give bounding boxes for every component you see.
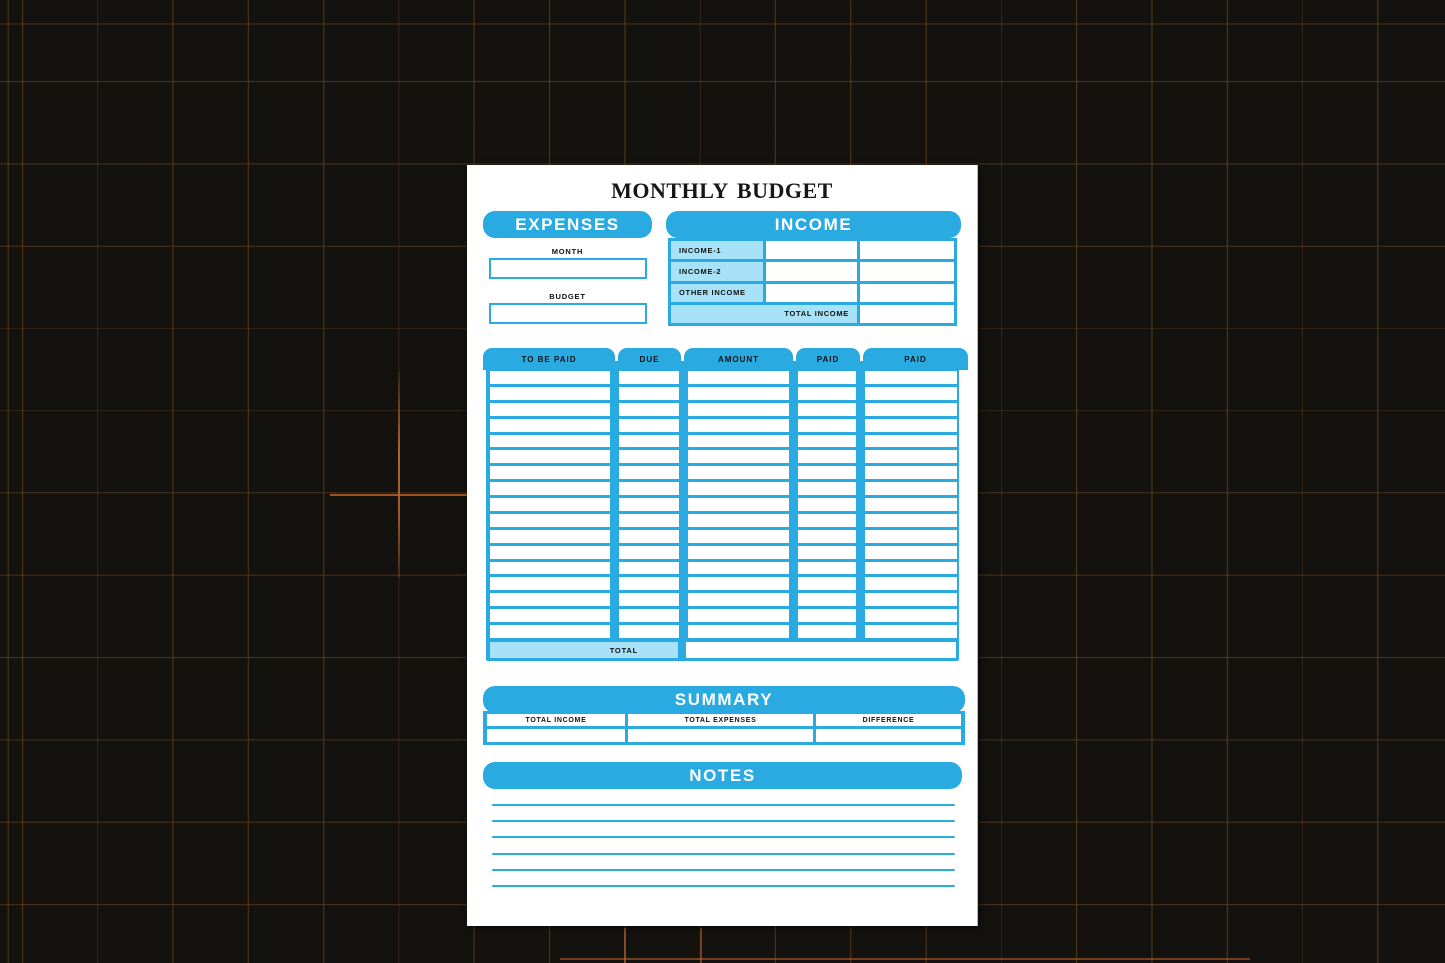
expense-cell[interactable] xyxy=(490,562,610,575)
expense-cell[interactable] xyxy=(798,403,856,416)
income-row-label: OTHER INCOME xyxy=(671,284,763,302)
expense-cell[interactable] xyxy=(688,546,789,559)
expense-cell[interactable] xyxy=(688,482,789,495)
month-input[interactable] xyxy=(489,258,647,279)
grid-accent-line xyxy=(398,372,400,578)
income-row-label: INCOME-1 xyxy=(671,241,763,259)
expense-cell[interactable] xyxy=(490,498,610,511)
expense-cell[interactable] xyxy=(798,625,856,638)
expense-cell[interactable] xyxy=(688,625,789,638)
expense-cell[interactable] xyxy=(619,530,679,543)
expense-cell[interactable] xyxy=(619,625,679,638)
expense-cell[interactable] xyxy=(490,403,610,416)
budget-sheet xyxy=(467,165,978,926)
expense-cell[interactable] xyxy=(865,482,957,495)
grid-accent-line xyxy=(700,928,702,963)
expense-cell[interactable] xyxy=(490,530,610,543)
income-value-cell[interactable] xyxy=(766,241,857,259)
summary-column-header: DIFFERENCE xyxy=(816,714,961,726)
income-total-label: TOTAL INCOME xyxy=(671,305,857,323)
expense-cell[interactable] xyxy=(688,466,789,479)
expense-cell[interactable] xyxy=(619,450,679,463)
expense-cell[interactable] xyxy=(688,530,789,543)
expense-cell[interactable] xyxy=(619,577,679,590)
expense-table-body xyxy=(486,361,959,661)
expense-column-header: PAID xyxy=(796,348,860,370)
expense-cell[interactable] xyxy=(619,514,679,527)
expense-column-header: DUE xyxy=(618,348,681,370)
expense-cell[interactable] xyxy=(619,403,679,416)
expense-cell[interactable] xyxy=(688,577,789,590)
expense-cell[interactable] xyxy=(865,435,957,448)
expense-cell[interactable] xyxy=(798,371,856,384)
expense-cell[interactable] xyxy=(490,514,610,527)
expense-cell[interactable] xyxy=(865,514,957,527)
expense-cell[interactable] xyxy=(688,609,789,622)
expense-cell[interactable] xyxy=(865,625,957,638)
expense-cell[interactable] xyxy=(619,562,679,575)
summary-column-header: TOTAL EXPENSES xyxy=(628,714,813,726)
summary-value-cell[interactable] xyxy=(487,729,625,742)
expense-total-label: TOTAL xyxy=(490,642,678,658)
income-row-label: INCOME-2 xyxy=(671,262,763,280)
expense-cell[interactable] xyxy=(865,450,957,463)
expense-cell[interactable] xyxy=(490,435,610,448)
expense-cell[interactable] xyxy=(490,419,610,432)
income-table xyxy=(668,238,957,326)
expense-cell[interactable] xyxy=(798,514,856,527)
expense-cell[interactable] xyxy=(490,609,610,622)
summary-value-cell[interactable] xyxy=(816,729,961,742)
expense-cell[interactable] xyxy=(798,562,856,575)
expense-cell[interactable] xyxy=(490,625,610,638)
summary-column-header: TOTAL INCOME xyxy=(487,714,625,726)
expense-cell[interactable] xyxy=(619,482,679,495)
month-label: MONTH xyxy=(551,247,584,256)
expense-cell[interactable] xyxy=(688,387,789,400)
expense-cell[interactable] xyxy=(619,609,679,622)
expense-cell[interactable] xyxy=(688,371,789,384)
notes-ruled-line xyxy=(492,885,955,887)
expense-cell[interactable] xyxy=(798,577,856,590)
notes-ruled-line xyxy=(492,869,955,871)
expense-cell[interactable] xyxy=(865,530,957,543)
budget-label: BUDGET xyxy=(549,292,586,301)
expense-cell[interactable] xyxy=(865,593,957,606)
expense-cell[interactable] xyxy=(619,419,679,432)
expense-cell[interactable] xyxy=(490,577,610,590)
income-value-cell[interactable] xyxy=(766,284,857,302)
expense-cell[interactable] xyxy=(688,593,789,606)
expense-cell[interactable] xyxy=(798,593,856,606)
expense-cell[interactable] xyxy=(490,371,610,384)
expense-column-header: TO BE PAID xyxy=(483,348,615,370)
expense-cell[interactable] xyxy=(865,371,957,384)
expense-cell[interactable] xyxy=(798,387,856,400)
expense-column-header: AMOUNT xyxy=(684,348,793,370)
expense-cell[interactable] xyxy=(798,419,856,432)
expense-cell[interactable] xyxy=(619,466,679,479)
expense-cell[interactable] xyxy=(490,466,610,479)
expense-cell[interactable] xyxy=(798,435,856,448)
income-value-cell[interactable] xyxy=(766,262,857,280)
summary-table xyxy=(483,711,965,745)
expense-cell[interactable] xyxy=(619,593,679,606)
expense-cell[interactable] xyxy=(798,450,856,463)
notes-ruled-line xyxy=(492,804,955,806)
page-title: MONTHLY BUDGET xyxy=(611,178,833,203)
expense-cell[interactable] xyxy=(490,450,610,463)
expense-cell[interactable] xyxy=(798,482,856,495)
expenses-header: EXPENSES xyxy=(483,211,652,238)
expense-cell[interactable] xyxy=(688,435,789,448)
expense-cell[interactable] xyxy=(865,546,957,559)
expense-total-cell[interactable] xyxy=(686,642,956,658)
expense-cell[interactable] xyxy=(865,562,957,575)
expense-cell[interactable] xyxy=(619,498,679,511)
grid-accent-line xyxy=(624,928,626,963)
expense-cell[interactable] xyxy=(798,498,856,511)
expense-cell[interactable] xyxy=(865,609,957,622)
expense-cell[interactable] xyxy=(865,419,957,432)
expense-cell[interactable] xyxy=(490,482,610,495)
expense-cell[interactable] xyxy=(798,530,856,543)
notes-header: NOTES xyxy=(483,762,962,789)
income-value-cell[interactable] xyxy=(860,284,954,302)
expense-cell[interactable] xyxy=(865,498,957,511)
notes-ruled-line xyxy=(492,853,955,855)
expense-cell[interactable] xyxy=(688,562,789,575)
expense-cell[interactable] xyxy=(688,403,789,416)
expense-cell[interactable] xyxy=(490,387,610,400)
expense-total-row xyxy=(490,642,956,658)
notes-ruled-line xyxy=(492,836,955,838)
notes-ruled-line xyxy=(492,820,955,822)
grid-accent-line xyxy=(330,494,468,496)
expense-cell[interactable] xyxy=(688,514,789,527)
income-value-cell[interactable] xyxy=(860,262,954,280)
expense-cell[interactable] xyxy=(798,609,856,622)
budget-input[interactable] xyxy=(489,303,647,324)
expense-cell[interactable] xyxy=(490,546,610,559)
expense-column-header: PAID xyxy=(863,348,968,370)
expense-cell[interactable] xyxy=(865,577,957,590)
expense-cell[interactable] xyxy=(688,450,789,463)
expense-cell[interactable] xyxy=(619,387,679,400)
expense-cell[interactable] xyxy=(490,593,610,606)
income-value-cell[interactable] xyxy=(860,241,954,259)
income-header: INCOME xyxy=(666,211,961,238)
summary-header: SUMMARY xyxy=(483,686,965,713)
summary-value-cell[interactable] xyxy=(628,729,813,742)
income-total-cell[interactable] xyxy=(860,305,954,323)
expense-cell[interactable] xyxy=(619,546,679,559)
expense-cell[interactable] xyxy=(688,419,789,432)
expense-cell[interactable] xyxy=(865,403,957,416)
expense-table xyxy=(483,348,968,661)
expense-cell[interactable] xyxy=(619,371,679,384)
expense-cell[interactable] xyxy=(865,387,957,400)
grid-accent-line xyxy=(560,958,1250,960)
expense-cell[interactable] xyxy=(619,435,679,448)
expense-cell[interactable] xyxy=(688,498,789,511)
expense-cell[interactable] xyxy=(865,466,957,479)
expense-cell[interactable] xyxy=(798,466,856,479)
expense-cell[interactable] xyxy=(798,546,856,559)
